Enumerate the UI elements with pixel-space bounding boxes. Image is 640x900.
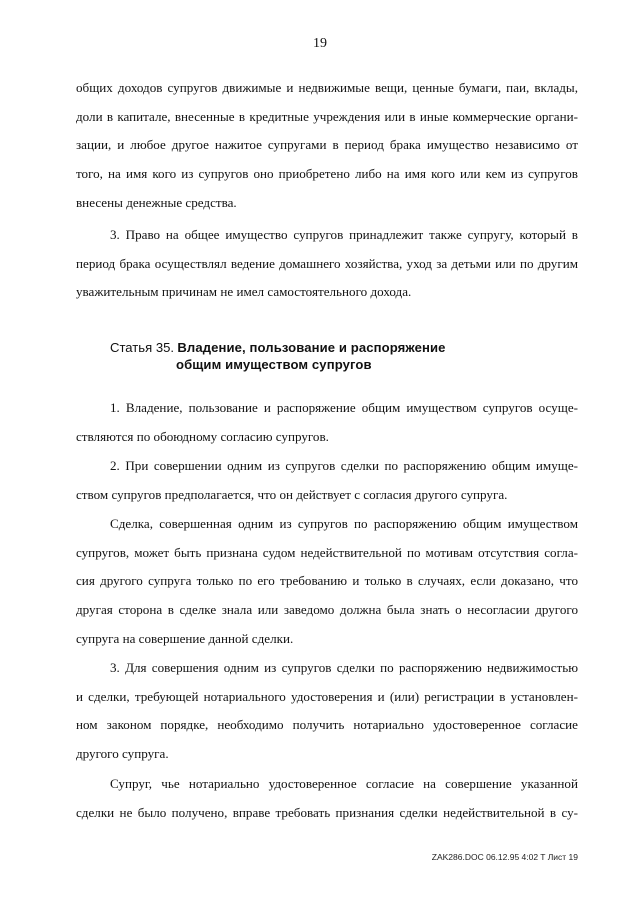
paragraph-1 (76, 74, 578, 218)
article-paragraph-2 (76, 452, 578, 509)
text-line: период брака осуществлял ведение домашнего хозяйства, уход за детьми или по другим (76, 255, 578, 271)
article-label: Статья 35. (110, 340, 175, 355)
page-footer: ZAK286.DOC 06.12.95 4:02 T Лист 19 (431, 852, 578, 862)
text-line: супруга на совершение данной сделки. (76, 630, 294, 646)
text-line: Сделка, совершенная одним из супругов по распоряжению общим имуществом (110, 516, 578, 531)
text-line: внесены денежные средства. (76, 194, 237, 210)
article-paragraph-5 (76, 770, 578, 827)
article-title-line-1: Владение, пользование и распоряжение (177, 340, 446, 355)
text-line: ством супругов предполагается, что он действует с согласия другого супруга. (76, 486, 508, 502)
article-paragraph-1 (76, 394, 578, 451)
text-line: 2. При совершении одним из супругов сделки по распоряжению общим имуще- (110, 458, 578, 473)
text-line: Супруг, чье нотариально удостоверенное согласие на совершение указанной (110, 776, 578, 791)
text-line: и сделки, требующей нотариального удостоверения и (или) регистрации в установлен- (76, 688, 578, 704)
text-line: сия другого супруга только по его требованию и только в случаях, если доказано, что (76, 573, 578, 589)
text-line: доли в капитале, внесенные в кредитные учреждения или в иные коммерческие органи- (76, 108, 578, 124)
text-line: другая сторона в сделке знала или заведомо должна была знать о несогласии другого (76, 602, 578, 618)
text-line: ном законом порядке, необходимо получить нотариально удостоверенное согласие (76, 717, 578, 733)
text-line: сделки не было получено, вправе требовать признания сделки недействительной в су- (76, 804, 578, 820)
article-paragraph-3 (76, 510, 578, 654)
text-line: того, на имя кого из супругов оно приобретено либо на имя кого или кем из супругов (76, 166, 578, 182)
article-title-line-2: общим имуществом супругов (176, 357, 372, 372)
text-line: общих доходов супругов движимые и недвижимые вещи, ценные бумаги, паи, вклады, (76, 80, 578, 95)
text-line: зации, и любое другое нажитое супругами в период брака имущество независимо от (76, 137, 578, 153)
text-line: уважительным причинам не имел самостоятельного дохода. (76, 284, 412, 300)
article-paragraph-4 (76, 654, 578, 769)
text-line: ствляются по обоюдному согласию супругов. (76, 428, 329, 444)
page-number: 19 (313, 36, 327, 51)
text-line: 3. Для совершения одним из супругов сделки по распоряжению недвижимостью (110, 660, 578, 675)
text-line: 1. Владение, пользование и распоряжение общим имуществом супругов осуще- (110, 400, 578, 415)
paragraph-2 (76, 221, 578, 307)
text-line: супругов, может быть признана судом недействительной по мотивам отсутствия согла- (76, 544, 578, 560)
article-heading (110, 339, 446, 373)
text-line: 3. Право на общее имущество супругов принадлежит также супругу, который в (110, 227, 578, 242)
text-line: другого супруга. (76, 746, 169, 762)
